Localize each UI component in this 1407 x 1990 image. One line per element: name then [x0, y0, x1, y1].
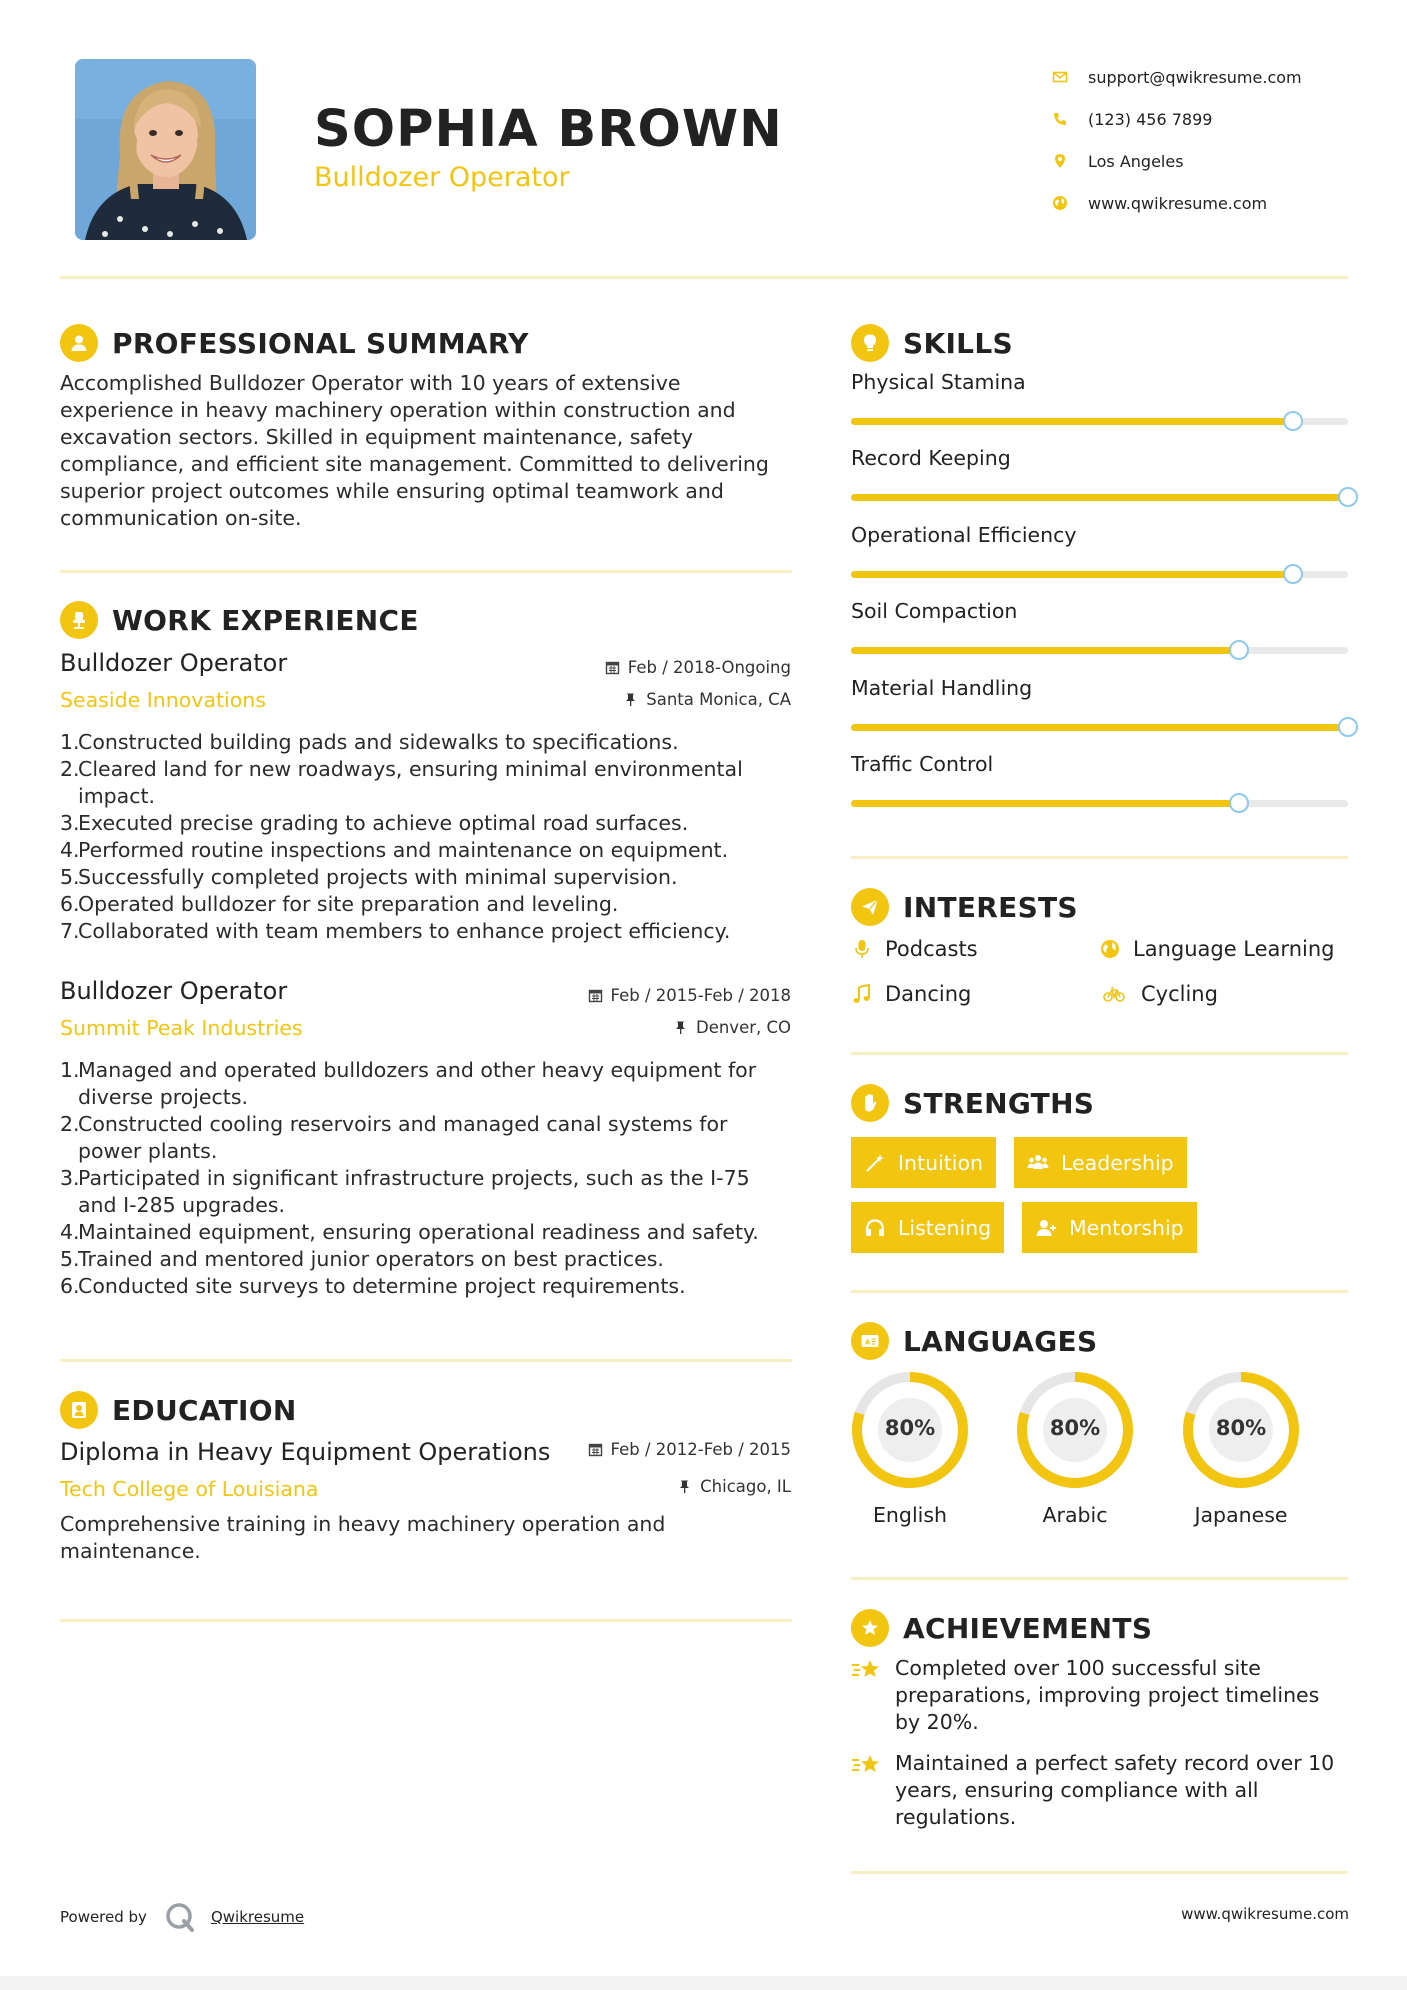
skill-bar-fill: [851, 494, 1348, 501]
strength-chip: [1022, 1202, 1197, 1253]
section-divider: [851, 1577, 1348, 1580]
list-item: 5. Trained and mentored junior operators on best practices.: [60, 1247, 664, 1271]
headphones-icon: [864, 1217, 886, 1239]
contact-location: [1050, 140, 1370, 182]
job-location-text: Denver, CO: [695, 1018, 791, 1037]
office-chair-icon: [60, 601, 98, 639]
education-description: [60, 1511, 800, 1565]
svg-text:A: A: [865, 1338, 871, 1347]
user-icon: [60, 324, 98, 362]
interest-item: [851, 982, 971, 1006]
language-item: [1180, 1369, 1302, 1527]
graduation-icon: [60, 1391, 98, 1429]
section-divider: [851, 1290, 1348, 1293]
summary-text: [60, 370, 800, 532]
achievements-heading: [851, 1609, 1152, 1647]
strength-label: Mentorship: [1069, 1215, 1184, 1240]
job-title: Bulldozer Operator: [60, 649, 288, 677]
skill-label: Traffic Control: [851, 752, 994, 776]
footer-branding: [60, 1900, 304, 1934]
skill-bar: [851, 494, 1348, 501]
language-percent: 80%: [1215, 1416, 1267, 1440]
strength-chip: [851, 1202, 1004, 1253]
language-name: English: [872, 1503, 948, 1527]
strength-chip: [1014, 1137, 1187, 1188]
list-item: 5. Successfully completed projects with minimal supervision.: [60, 865, 678, 889]
education-line: maintenance.: [60, 1539, 201, 1563]
summary-line: compliance, and efficient site management. Committed to delivering: [60, 452, 769, 476]
achievement-item: [851, 1750, 1351, 1831]
interest-item: [1099, 982, 1218, 1006]
pin-icon: [623, 692, 638, 707]
contact-website-text: www.qwikresume.com: [1088, 193, 1268, 213]
education-date-text: Feb / 2012-Feb / 2015: [610, 1440, 791, 1459]
education-heading: [60, 1391, 297, 1429]
list-item: 6. Operated bulldozer for site preparation and leveling.: [60, 892, 619, 916]
strength-chip: [851, 1137, 996, 1188]
group-icon: [1027, 1152, 1049, 1174]
skill-bar-fill: [851, 724, 1348, 731]
summary-title: PROFESSIONAL SUMMARY: [112, 326, 529, 360]
language-item: [849, 1369, 971, 1527]
achievement-line: by 20%.: [895, 1710, 979, 1734]
skill-bar-fill: [851, 800, 1239, 807]
contact-email[interactable]: [1050, 56, 1370, 98]
job-date-text: Feb / 2018-Ongoing: [627, 658, 791, 677]
strength-label: Intuition: [898, 1150, 984, 1175]
skill-bar-knob: [1229, 793, 1249, 813]
summary-line: excavation sectors. Skilled in equipment maintenance, safety: [60, 425, 693, 449]
skills-heading: [851, 324, 1013, 362]
section-divider: [851, 1052, 1348, 1055]
list-item: 3. Participated in significant infrastructure projects, such as the I-75: [60, 1166, 750, 1190]
profile-photo: [75, 59, 256, 240]
qwikresume-logo-icon: [163, 1900, 197, 1934]
language-name: Arabic: [1042, 1503, 1108, 1527]
contact-location-text: Los Angeles: [1088, 151, 1184, 171]
skill-bar-fill: [851, 571, 1293, 578]
interest-label: Podcasts: [885, 937, 978, 961]
candidate-role: Bulldozer Operator: [314, 162, 570, 193]
shooting-star-icon: [851, 1657, 883, 1683]
education-line: Comprehensive training in heavy machinery operation and: [60, 1512, 666, 1536]
skill-label: Physical Stamina: [851, 370, 1026, 394]
degree-title: Diploma in Heavy Equipment Operations: [60, 1438, 551, 1466]
bicycle-icon: [1099, 983, 1129, 1005]
list-item: and I-285 upgrades.: [78, 1193, 286, 1217]
skill-bar: [851, 647, 1348, 654]
experience-title: WORK EXPERIENCE: [112, 603, 419, 637]
summary-heading: [60, 324, 529, 362]
language-item: [1014, 1369, 1136, 1527]
strength-label: Listening: [898, 1215, 992, 1240]
portrait-image: [75, 59, 256, 240]
powered-by-text: Powered by: [60, 1908, 147, 1926]
skill-bar-fill: [851, 418, 1293, 425]
globe-icon: [1099, 938, 1121, 960]
calendar-icon: [588, 988, 603, 1003]
skill-bar: [851, 571, 1348, 578]
job-date: [605, 658, 791, 677]
raised-hand-icon: [851, 1084, 889, 1122]
job-title: Bulldozer Operator: [60, 977, 288, 1005]
list-item: 3. Executed precise grading to achieve optimal road surfaces.: [60, 811, 689, 835]
skill-bar: [851, 800, 1348, 807]
contact-phone-text: (123) 456 7899: [1088, 109, 1213, 129]
skill-bar-knob: [1338, 487, 1358, 507]
language-percent: 80%: [1049, 1416, 1101, 1440]
achievements-title: ACHIEVEMENTS: [903, 1611, 1153, 1645]
skill-bar-knob: [1283, 564, 1303, 584]
section-divider: [851, 856, 1348, 859]
pin-icon: [673, 1020, 688, 1035]
list-item: 4. Performed routine inspections and maintenance on equipment.: [60, 838, 729, 862]
achievement-text: [895, 1655, 1319, 1736]
list-item: 1. Constructed building pads and sidewalks to specifications.: [60, 730, 679, 754]
skill-label: Record Keeping: [851, 446, 1011, 471]
education-title: EDUCATION: [112, 1393, 297, 1427]
footer-url[interactable]: www.qwikresume.com: [1181, 1905, 1349, 1923]
list-item: 7. Collaborated with team members to enhance project efficiency.: [60, 919, 731, 943]
interest-label: Dancing: [885, 982, 972, 1006]
language-icon: [851, 1322, 889, 1360]
language-name: Japanese: [1194, 1503, 1288, 1527]
list-item: 2. Constructed cooling reservoirs and managed canal systems for: [60, 1112, 728, 1136]
company-name: Seaside Innovations: [60, 688, 266, 712]
list-item: 4. Maintained equipment, ensuring operational readiness and safety.: [60, 1220, 759, 1244]
interest-label: Cycling: [1141, 982, 1218, 1006]
job-location: [623, 690, 791, 709]
list-item: 1. Managed and operated bulldozers and other heavy equipment for: [60, 1058, 757, 1082]
skill-label: Operational Efficiency: [851, 522, 1077, 547]
calendar-icon: [588, 1442, 603, 1457]
microphone-icon: [851, 938, 873, 960]
paper-plane-icon: [851, 888, 889, 926]
achievement-text: [895, 1750, 1334, 1831]
interests-title: INTERESTS: [903, 890, 1078, 924]
magic-wand-icon: [864, 1152, 886, 1174]
list-item: power plants.: [78, 1139, 218, 1163]
pin-icon: [677, 1479, 692, 1494]
bottom-strip: [0, 1976, 1407, 1990]
achievement-line: Maintained a perfect safety record over 10: [895, 1751, 1335, 1775]
education-date: [588, 1440, 791, 1459]
skill-bar-fill: [851, 647, 1239, 654]
school-name: Tech College of Louisiana: [60, 1477, 319, 1501]
globe-icon: [1050, 195, 1088, 211]
list-item: impact.: [78, 784, 156, 808]
section-divider: [60, 1619, 792, 1622]
location-icon: [1050, 153, 1088, 169]
education-location-text: Chicago, IL: [700, 1477, 791, 1496]
skill-bar-knob: [1229, 640, 1249, 660]
interest-item: [1099, 937, 1334, 961]
contact-list: [1050, 56, 1370, 224]
achievement-line: regulations.: [895, 1805, 1017, 1829]
list-item: 2. Cleared land for new roadways, ensuring minimal environmental: [60, 757, 743, 781]
company-name: Summit Peak Industries: [60, 1016, 303, 1040]
interest-label: Language Learning: [1133, 937, 1335, 961]
list-item: 6. Conducted site surveys to determine project requirements.: [60, 1274, 686, 1298]
summary-line: communication on-site.: [60, 506, 302, 530]
strengths-title: STRENGTHS: [903, 1086, 1095, 1120]
music-note-icon: [851, 983, 873, 1005]
contact-email-text: support@qwikresume.com: [1088, 67, 1302, 87]
list-item: diverse projects.: [78, 1085, 249, 1109]
job-responsibilities: [60, 729, 800, 945]
contact-website[interactable]: [1050, 182, 1370, 224]
star-badge-icon: [851, 1609, 889, 1647]
phone-icon: [1050, 111, 1088, 127]
section-divider: [60, 570, 792, 573]
job-date: [588, 986, 791, 1005]
languages-title: LANGUAGES: [903, 1324, 1098, 1358]
header-divider: [60, 276, 1348, 279]
skills-title: SKILLS: [903, 326, 1013, 360]
summary-line: superior project outcomes while ensuring optimal teamwork and: [60, 479, 724, 503]
job-responsibilities: [60, 1057, 800, 1300]
email-icon: [1050, 69, 1088, 85]
section-divider: [60, 1359, 792, 1362]
job-date-text: Feb / 2015-Feb / 2018: [610, 986, 791, 1005]
language-percent: 80%: [884, 1416, 936, 1440]
job-location: [673, 1018, 791, 1037]
languages-heading: [851, 1322, 1097, 1360]
summary-line: experience in heavy machinery operation within construction and: [60, 398, 736, 422]
interests-heading: [851, 888, 1078, 926]
experience-heading: [60, 601, 419, 639]
skill-bar-knob: [1338, 717, 1358, 737]
qwikresume-link[interactable]: Qwikresume: [210, 1908, 305, 1926]
achievement-line: years, ensuring compliance with all: [895, 1778, 1259, 1802]
calendar-icon: [605, 660, 620, 675]
skill-label: Soil Compaction: [851, 599, 1018, 624]
achievement-line: Completed over 100 successful site: [895, 1656, 1261, 1680]
job-location-text: Santa Monica, CA: [646, 690, 791, 709]
contact-phone[interactable]: [1050, 98, 1370, 140]
strengths-heading: [851, 1084, 1094, 1122]
summary-line: Accomplished Bulldozer Operator with 10 years of extensive: [60, 371, 681, 395]
strength-label: Leadership: [1061, 1150, 1174, 1175]
candidate-name: SOPHIA BROWN: [314, 100, 783, 159]
add-user-icon: [1035, 1217, 1057, 1239]
skill-label: Material Handling: [851, 675, 1033, 700]
achievement-item: [851, 1655, 1351, 1736]
skill-bar: [851, 724, 1348, 731]
education-location: [677, 1477, 791, 1496]
skill-bar: [851, 418, 1348, 425]
lightbulb-icon: [851, 324, 889, 362]
interest-item: [851, 937, 978, 961]
section-divider: [851, 1871, 1348, 1874]
shooting-star-icon: [851, 1752, 883, 1778]
skill-bar-knob: [1283, 411, 1303, 431]
achievement-line: preparations, improving project timelines: [895, 1683, 1320, 1707]
